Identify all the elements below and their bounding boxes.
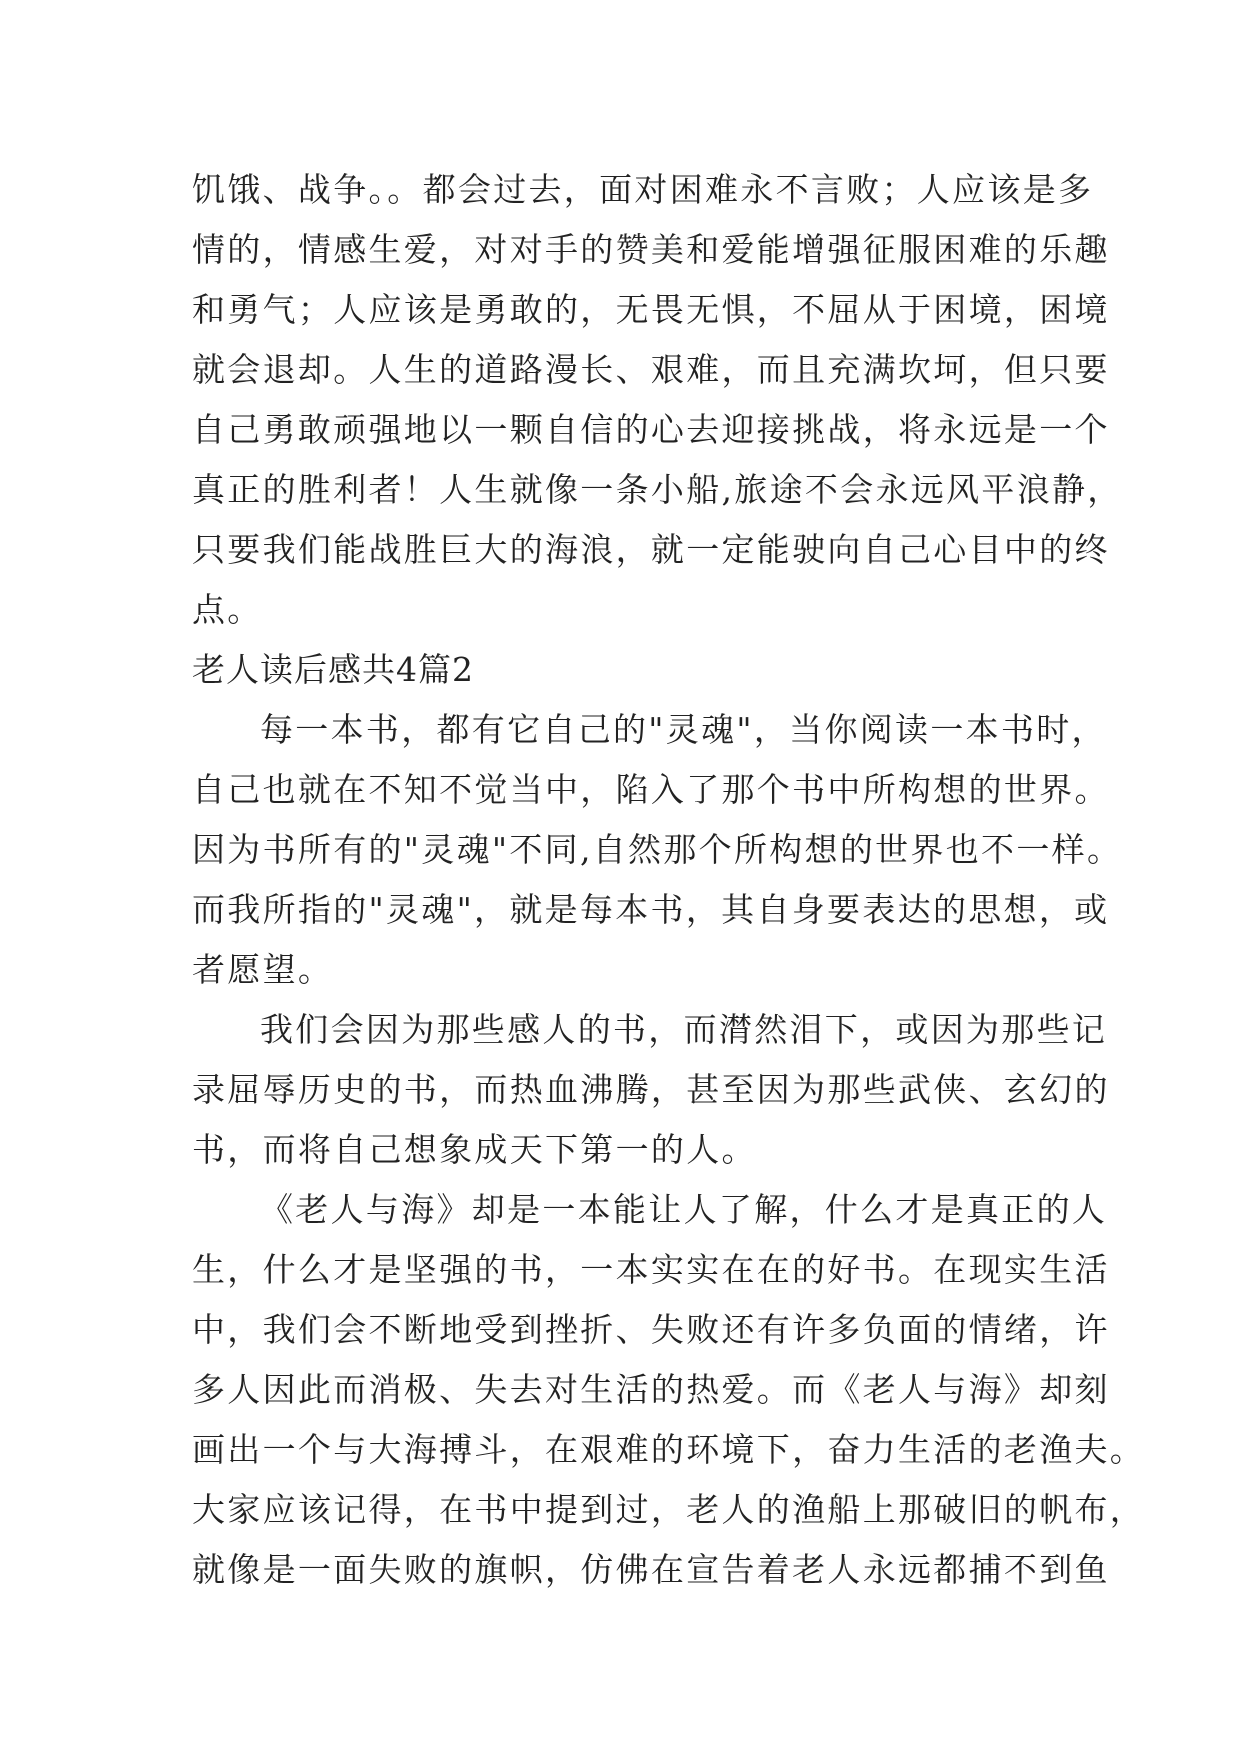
- text-line: 而我所指的"灵魂"，就是每本书，其自身要表达的思想，或: [192, 890, 1110, 929]
- text-line: 和勇气；人应该是勇敢的，无畏无惧，不屈从于困境，困境: [192, 290, 1110, 329]
- text-line: 只要我们能战胜巨大的海浪，就一定能驶向自己心目中的终: [192, 530, 1110, 569]
- text-line: 生，什么才是坚强的书，一本实实在在的好书。在现实生活: [192, 1250, 1110, 1289]
- text-line: 多人因此而消极、失去对生活的热爱。而《老人与海》却刻: [192, 1370, 1110, 1409]
- paragraph-3: [192, 1180, 1146, 1600]
- text-line: 录屈辱历史的书，而热血沸腾，甚至因为那些武侠、玄幻的: [192, 1070, 1110, 1109]
- paragraph-2: [192, 1000, 1110, 1180]
- text-line: 就会退却。人生的道路漫长、艰难，而且充满坎坷，但只要: [192, 350, 1110, 389]
- section-heading: 老人读后感共4篇2: [192, 650, 474, 689]
- text-line: 我们会因为那些感人的书，而潸然泪下，或因为那些记: [260, 1010, 1108, 1049]
- text-line: 书，而将自己想象成天下第一的人。: [192, 1130, 757, 1169]
- paragraph-1: [192, 700, 1123, 1000]
- text-line: 真正的胜利者！人生就像一条小船,旅途不会永远风平浪静，: [192, 470, 1123, 509]
- text-line: 就像是一面失败的旗帜，仿佛在宣告着老人永远都捕不到鱼: [192, 1550, 1110, 1589]
- text-line: 情的，情感生爱，对对手的赞美和爱能增强征服困难的乐趣: [192, 230, 1110, 269]
- text-line: 自己勇敢顽强地以一颗自信的心去迎接挑战，将永远是一个: [192, 410, 1110, 449]
- text-line: 中，我们会不断地受到挫折、失败还有许多负面的情绪，许: [192, 1310, 1110, 1349]
- text-line: 自己也就在不知不觉当中，陷入了那个书中所构想的世界。: [192, 770, 1110, 809]
- text-line: 饥饿、战争。。都会过去，面对困难永不言败；人应该是多: [192, 170, 1094, 209]
- text-line: 者愿望。: [192, 950, 334, 989]
- text-line: 因为书所有的"灵魂"不同,自然那个所构想的世界也不一样。: [192, 830, 1123, 869]
- document-body: [192, 160, 1146, 1600]
- text-line: 每一本书，都有它自己的"灵魂"，当你阅读一本书时，: [260, 710, 1107, 749]
- text-line: 画出一个与大海搏斗，在艰难的环境下，奋力生活的老渔夫。: [192, 1430, 1146, 1469]
- text-line: 《老人与海》却是一本能让人了解，什么才是真正的人: [260, 1190, 1108, 1229]
- continuation-paragraph: [192, 160, 1123, 640]
- text-line: 点。: [192, 590, 263, 629]
- text-line: 大家应该记得，在书中提到过，老人的渔船上那破旧的帆布，: [192, 1490, 1146, 1529]
